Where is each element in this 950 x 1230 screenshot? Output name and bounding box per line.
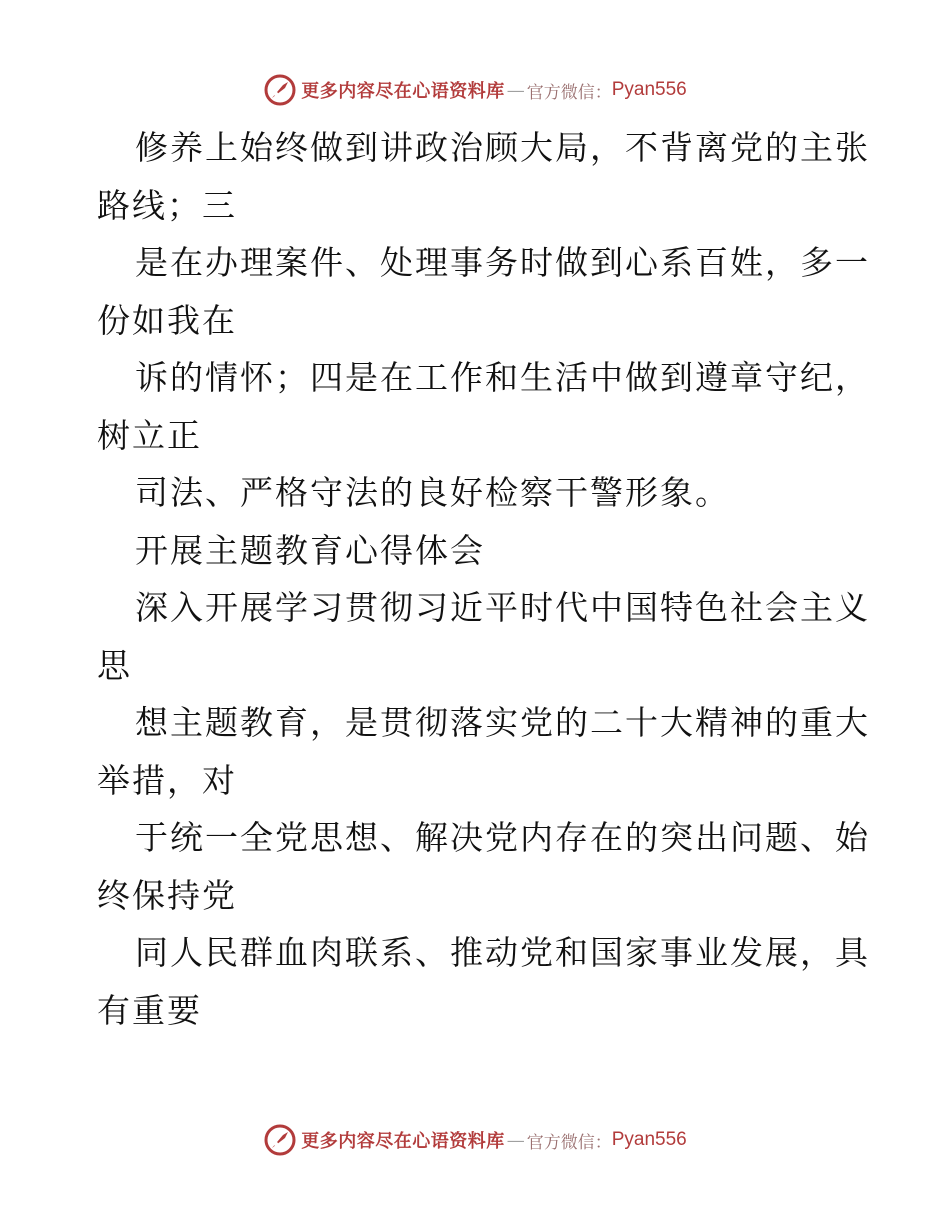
header-separator: — <box>506 79 525 101</box>
pen-nib-circle-icon <box>263 1123 297 1157</box>
header-brand-text: 更多内容尽在心语资料库 <box>301 81 505 102</box>
body-line: 想主题教育，是贯彻落实党的二十大精神的重大 <box>135 703 870 742</box>
body-line: 路线；三 <box>97 185 237 225</box>
body-line: 同人民群血肉联系、推动党和国家事业发展，具 <box>135 933 870 972</box>
section-heading: 开展主题教育心得体会 <box>135 530 485 570</box>
header-wechat-handle: Pyan556 <box>611 79 687 100</box>
footer-sub-text: 官方微信： <box>526 1132 612 1153</box>
body-line: 诉的情怀；四是在工作和生活中做到遵章守纪， <box>135 358 870 397</box>
body-line: 于统一全党思想、解决党内存在的突出问题、始 <box>135 818 870 857</box>
body-line: 司法、严格守法的良好检察干警形象。 <box>135 473 730 512</box>
body-line: 有重要 <box>97 990 202 1030</box>
footer-separator: — <box>506 1129 525 1151</box>
body-line: 思 <box>97 645 132 685</box>
body-line: 修养上始终做到讲政治顾大局，不背离党的主张 <box>135 128 870 167</box>
pen-nib-circle-icon <box>263 73 297 107</box>
body-line: 深入开展学习贯彻习近平时代中国特色社会主义 <box>135 588 870 627</box>
document-body <box>97 119 870 1039</box>
body-line: 份如我在 <box>97 300 237 340</box>
header-banner <box>0 70 950 110</box>
body-line: 是在办理案件、处理事务时做到心系百姓，多一 <box>135 243 870 282</box>
body-line: 终保持党 <box>97 875 237 915</box>
header-sub-text: 官方微信： <box>526 82 612 103</box>
footer-brand-text: 更多内容尽在心语资料库 <box>301 1131 505 1152</box>
body-line: 树立正 <box>97 415 202 455</box>
body-line: 举措，对 <box>97 760 237 800</box>
footer-banner <box>0 1120 950 1160</box>
footer-wechat-handle: Pyan556 <box>611 1129 687 1150</box>
